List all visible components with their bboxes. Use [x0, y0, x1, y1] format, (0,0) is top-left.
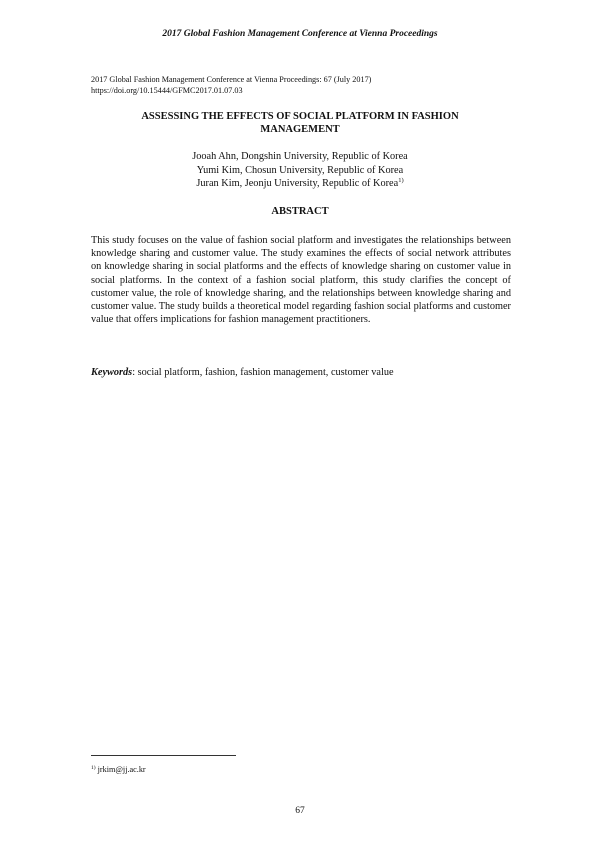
running-header: 2017 Global Fashion Management Conference at Vienna Proceedings: [162, 29, 438, 39]
page-number: 67: [295, 806, 305, 816]
author-1: Jooah Ahn, Dongshin University, Republic of Korea: [192, 151, 408, 162]
author-list: [90, 150, 510, 191]
footnote: [91, 765, 391, 774]
author-3: Juran Kim, Jeonju University, Republic of Korea: [196, 178, 399, 189]
footnote-email: jrkim@jj.ac.kr: [95, 765, 146, 774]
abstract-heading: ABSTRACT: [271, 206, 329, 217]
author-2: Yumi Kim, Chosun University, Republic of Korea: [196, 164, 404, 176]
title-line-2: MANAGEMENT: [260, 124, 340, 135]
keywords-line: [91, 367, 511, 378]
title-line-1: ASSESSING THE EFFECTS OF SOCIAL PLATFORM IN FASHION: [141, 111, 459, 122]
footnote-divider: [91, 755, 236, 756]
citation-block: [91, 74, 511, 96]
paper-title: [90, 110, 510, 136]
footnote-marker: 1): [91, 765, 96, 771]
author-3-row: [90, 177, 510, 191]
abstract-body: This study focuses on the value of fashion social platform and investigates the relationships between knowledge sharing and customer value. The study examines the effects of social network attributes on knowledge sharing in social platforms and the effects of knowledge sharing on customer value in social platforms. In the context of a fashion social platform, this study clarifies the concept of customer value, the role of knowledge sharing, and the relationships between knowledge sharing and customer value. The study builds a theoretical model regarding fashion social platforms and customer value that offers implications for fashion management practitioners.: [91, 235, 511, 326]
citation-line: 2017 Global Fashion Management Conference at Vienna Proceedings: 67 (July 2017): [91, 75, 372, 84]
footnote-marker: 1): [398, 177, 404, 184]
keywords-separator: :: [132, 367, 136, 378]
keywords-text: social platform, fashion, fashion management, customer value: [135, 367, 394, 378]
keywords-label: Keywords: [91, 367, 133, 378]
doi-line: https://doi.org/10.15444/GFMC2017.01.07.03: [91, 86, 243, 95]
